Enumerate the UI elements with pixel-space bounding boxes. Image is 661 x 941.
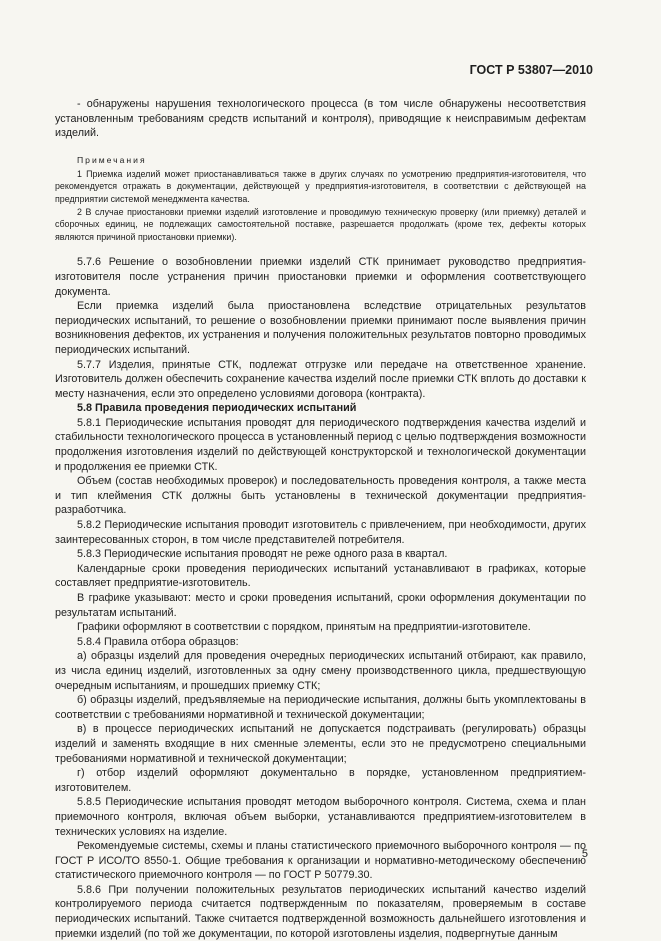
paragraph-5-8-2: 5.8.2 Периодические испытания проводит изготовитель с привлечением, при необходимости, других заинтересованных сторон, в том числе представителей потребителя. bbox=[55, 519, 586, 546]
paragraph-5-7-6: 5.7.6 Решение о возобновлении приемки изделий СТК принимает руководство предприятия-изготовителя после устранения причин приостановки приемки и оформления соответствующего документа. bbox=[55, 256, 586, 298]
paragraph: В графике указывают: место и сроки проведения испытаний, сроки оформления документации по результатам испытаний. bbox=[55, 592, 586, 619]
paragraph: Если приемка изделий была приостановлена вследствие отрицательных результатов периодических испытаний, то решение о возобновлении приемки принимают после выявления причин возникновения дефектов, их устранения и получения положительных результатов повторно проводимых периодических испытаний. bbox=[55, 300, 586, 356]
intro-paragraph: - обнаружены нарушения технологического процесса (в том числе обнаружены несоответствия установленным требованиям средств испытаний и контроля), приводящие к неисправимым дефектам изделий. bbox=[55, 98, 586, 140]
paragraph-5-8-6: 5.8.6 При получении положительных результатов периодических испытаний качество изделий контролируемого периода считается подтвержденным по показателям, проверяемым в составе периодических испытаний. Также считается подтвержденной возможность дальнейшего изготовления и приемки изделий (по той же документации, по которой изготовлены изделия, подвергнутые данным bbox=[55, 883, 586, 940]
document-number: ГОСТ Р 53807—2010 bbox=[469, 63, 593, 77]
paragraph: Графики оформляют в соответствии с порядком, принятым на предприятии-изготовителе. bbox=[77, 621, 531, 634]
note-item-1: 1 Приемка изделий может приостанавливаться также в других случаях по усмотрению предприятия-изготовителя, что рекомендуется отражать в документации, действующей у предприятия-изготовителя, в соответствии с действующей на предприятии системой менеджмента качества. bbox=[55, 168, 586, 204]
note-item-2: 2 В случае приостановки приемки изделий изготовление и проводимую техническую проверку (или приемку) деталей и сборочных единиц, не подлежащих самостоятельной поставке, разрешается продолжать (кроме тех, дефекты которых являются причиной приостановки приемки). bbox=[55, 206, 586, 242]
list-item-b: б) образцы изделий, предъявляемые на периодические испытания, должны быть укомплектованы в соответствии с требованиями нормативной и технической документации; bbox=[55, 694, 586, 721]
page-number: 5 bbox=[581, 848, 588, 860]
paragraph-5-8-1: 5.8.1 Периодические испытания проводят для периодического подтверждения качества изделий и стабильности технологического процесса в установленный период с целью подтверждения возможности продолжения изготовления изделий по действующей конструкторской и технологической документации и продолжения ее приемки СТК. bbox=[55, 416, 586, 473]
paragraph: Объем (состав необходимых проверок) и последовательность проведения контроля, а также места и тип клеймения СТК должны быть установлены в технической документации предприятия-разработчика. bbox=[55, 475, 586, 517]
list-item-a: а) образцы изделий для проведения очередных периодических испытаний отбирают, как правило, из числа единиц изделий, изготовленных за одну смену производственного цикла, предшествующую очередным испытаниям, и прошедших приемку СТК; bbox=[55, 650, 586, 692]
paragraph-5-7-7: 5.7.7 Изделия, принятые СТК, подлежат отгрузке или передаче на ответственное хранение. Изготовитель должен обеспечить сохранение качества изделий после приемки СТК вплоть до доставки к месту назначения, если это определено условиями договора (контракта). bbox=[55, 358, 586, 400]
paragraph-5-8-5: 5.8.5 Периодические испытания проводят методом выборочного контроля. Система, схема и план приемочного контроля, включая объем выборки, устанавливаются предприятием-изготовителем в технических условиях на изделие. bbox=[55, 796, 586, 838]
paragraph-5-8-4: 5.8.4 Правила отбора образцов: bbox=[77, 635, 239, 648]
page-body bbox=[55, 97, 586, 941]
paragraph: Рекомендуемые системы, схемы и планы статистического приемочного выборочного контроля — по ГОСТ Р ИСО/ТО 8550-1. Общие требования к организации и нормативно-методическому обеспечению статистического приемочного контроля — по ГОСТ Р 50779.30. bbox=[55, 840, 586, 882]
list-item-g: г) отбор изделий оформляют документально в порядке, установленном предприятием-изготовителем. bbox=[55, 767, 586, 794]
notes-heading: Примечания bbox=[77, 154, 147, 165]
paragraph: Календарные сроки проведения периодических испытаний устанавливают в графиках, которые составляет предприятие-изготовитель. bbox=[55, 562, 586, 590]
list-item-v: в) в процессе периодических испытаний не допускается подстраивать (регулировать) образцы изделий и заменять входящие в них сменные элементы, если это не предусмотрено специальными требованиями нормативной и технической документации; bbox=[55, 723, 586, 765]
section-heading-5-8: 5.8 Правила проведения периодических испытаний bbox=[77, 402, 357, 415]
paragraph-5-8-3: 5.8.3 Периодические испытания проводят не реже одного раза в квартал. bbox=[77, 548, 448, 561]
